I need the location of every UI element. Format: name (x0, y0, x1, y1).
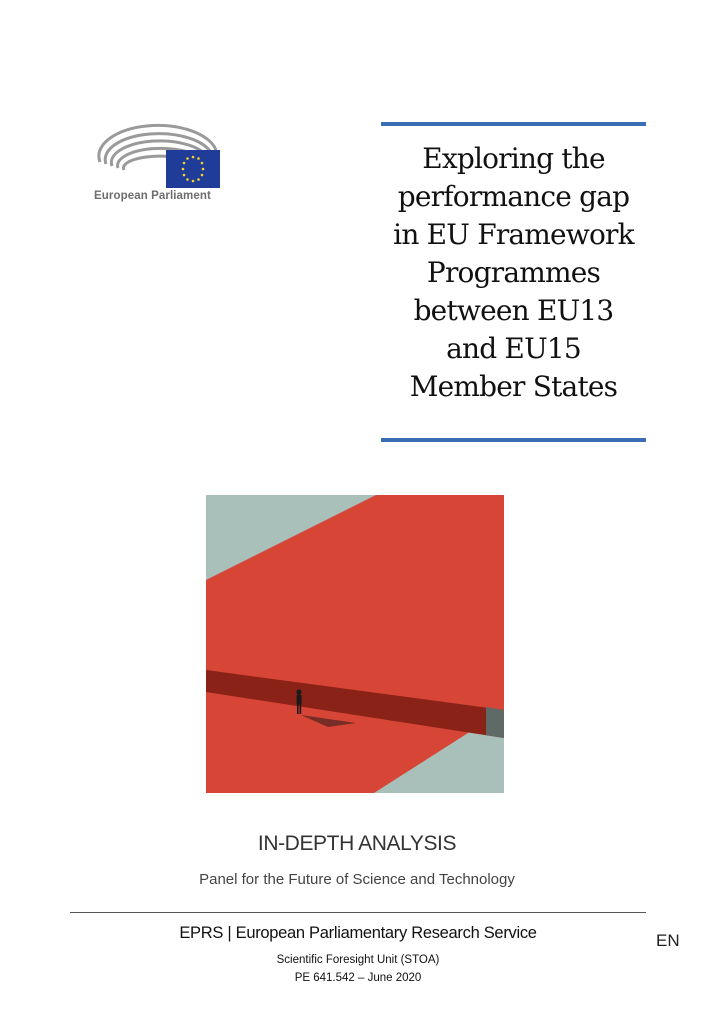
cover-illustration (206, 495, 504, 793)
title-line: in EU Framework (393, 218, 634, 251)
title-rule-bottom (381, 438, 646, 442)
title-line: Exploring the (422, 142, 605, 175)
language-code: EN (656, 931, 680, 950)
unit-name: Scientific Foresight Unit (STOA) (276, 954, 440, 966)
footer-divider (70, 912, 646, 913)
panel-name: Panel for the Future of Science and Technology (199, 871, 515, 888)
title-line: Member States (409, 370, 618, 403)
title-rule-top (381, 122, 646, 126)
parliament-hemicycle-icon (94, 120, 224, 190)
page-title (381, 140, 646, 406)
title-line: Programmes (426, 256, 601, 289)
document-type: IN-DEPTH ANALYSIS (257, 832, 457, 855)
european-parliament-logo (94, 120, 224, 215)
title-line: performance gap (397, 180, 630, 213)
document-reference: PE 641.542 – June 2020 (294, 972, 422, 984)
title-line: between EU13 (413, 294, 614, 327)
service-name: EPRS | European Parliamentary Research Service (179, 924, 537, 942)
title-line: and EU15 (446, 332, 581, 365)
logo-text: European Parliament (94, 190, 211, 202)
